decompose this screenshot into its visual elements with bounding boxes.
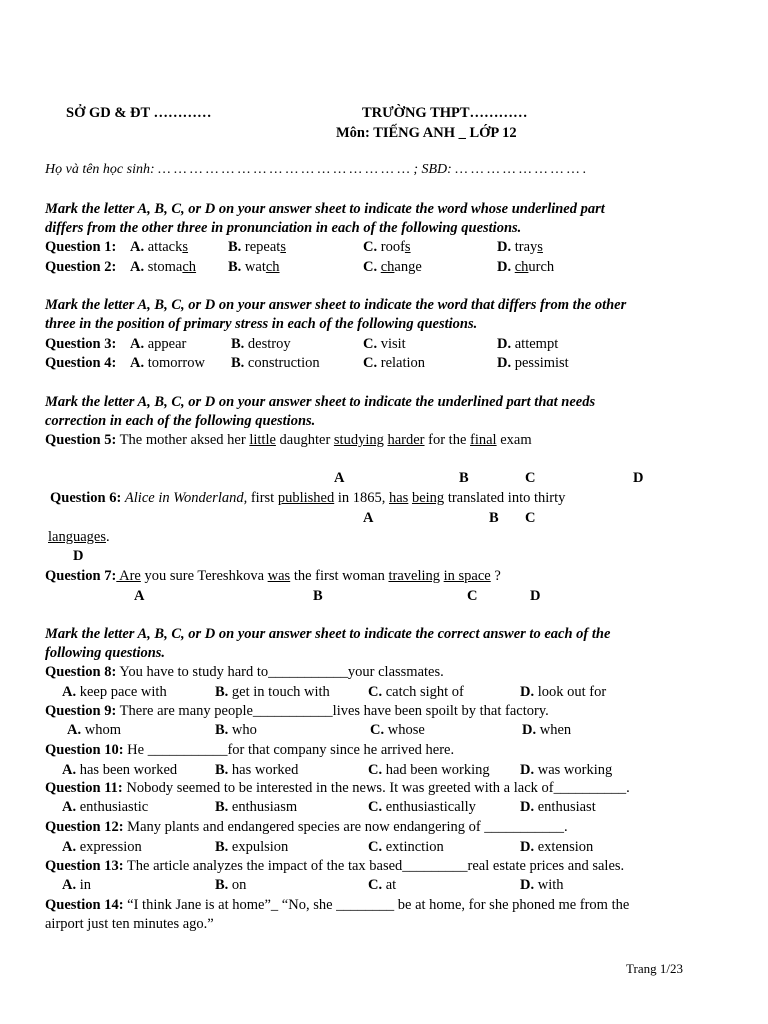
option-b[interactable]: B. get in touch with (215, 684, 330, 700)
book-title: Alice in Wonderland, (124, 490, 248, 506)
question-text: Nobody seemed to be interested in the news. It was greeted with a lack of__________. (126, 780, 630, 796)
underlined-part-a[interactable]: published (277, 490, 335, 506)
option-a[interactable]: A. in (62, 877, 92, 893)
page-number: Trang 1/23 (626, 961, 683, 976)
school-header: TRƯỜNG THPT………… (362, 105, 528, 121)
option-a[interactable]: A. expression (62, 839, 142, 855)
option-d[interactable]: D. was working (520, 762, 613, 778)
option-a[interactable]: A. appear (130, 336, 187, 352)
option-d[interactable]: D. attempt (497, 336, 559, 352)
question-label: Question 6: (50, 490, 122, 506)
option-a[interactable]: A. stomach (130, 259, 197, 275)
department-header: SỞ GD & ĐT ………… (66, 105, 212, 121)
section4-instruction-line1: Mark the letter A, B, C, or D on your answer sheet to indicate the correct answer to each of the (45, 626, 611, 642)
mark-b: B (459, 470, 469, 486)
section4-instruction-line2: following questions. (45, 645, 166, 661)
option-c[interactable]: C. extinction (368, 839, 444, 855)
option-a[interactable]: A. has been worked (62, 762, 178, 778)
underlined-part-a[interactable]: Are (116, 568, 141, 584)
underlined-part-a[interactable]: little (249, 432, 276, 448)
mark-b: B (313, 588, 323, 604)
mark-c: C (525, 470, 536, 486)
option-c[interactable]: C. relation (363, 355, 426, 371)
question-text-continued: airport just ten minutes ago.” (45, 916, 214, 932)
option-b[interactable]: B. watch (228, 259, 280, 275)
student-info-line: Họ và tên học sinh: … … … … … … … … … … … … … … … … ; SBD: … … … … … … … … . (45, 162, 587, 177)
mark-d: D (73, 548, 84, 564)
option-b[interactable]: B. who (215, 722, 257, 738)
mark-a: A (334, 470, 345, 486)
underlined-part-d[interactable]: final (470, 432, 497, 448)
option-b[interactable]: B. enthusiasm (215, 799, 298, 815)
question-text: He ___________for that company since he arrived here. (127, 742, 455, 758)
question-text: You have to study hard to___________your classmates. (119, 664, 444, 680)
underlined-part-c[interactable]: traveling (388, 568, 441, 584)
mark-c: C (525, 510, 536, 526)
option-c[interactable]: C. catch sight of (368, 684, 464, 700)
option-d[interactable]: D. look out for (520, 684, 607, 700)
question-label: Question 8: (45, 664, 117, 680)
option-c[interactable]: C. roofs (363, 239, 411, 255)
mark-d: D (633, 470, 644, 486)
option-c[interactable]: C. had been working (368, 762, 490, 778)
option-a[interactable]: A. tomorrow (130, 355, 205, 371)
option-a[interactable]: A. whom (67, 722, 121, 738)
question-label: Question 4: (45, 355, 117, 371)
underlined-part-d[interactable]: in space (443, 568, 491, 584)
question-label: Question 13: (45, 858, 124, 874)
option-d[interactable]: D. enthusiast (520, 799, 596, 815)
option-b[interactable]: B. has worked (215, 762, 299, 778)
option-d[interactable]: D. church (497, 259, 555, 275)
question-label: Question 9: (45, 703, 117, 719)
mark-b: B (489, 510, 499, 526)
section3-instruction-line1: Mark the letter A, B, C, or D on your answer sheet to indicate the underlined part that needs (45, 394, 596, 410)
mark-a: A (134, 588, 145, 604)
subject-header: Môn: TIẾNG ANH _ LỚP 12 (336, 125, 517, 141)
option-b[interactable]: B. construction (231, 355, 320, 371)
section1-instruction-line1: Mark the letter A, B, C, or D on your answer sheet to indicate the word whose underlined part (45, 201, 605, 217)
option-c[interactable]: C. enthusiastically (368, 799, 476, 815)
section1-instruction-line2: differs from the other three in pronunciation in each of the following questions. (45, 220, 522, 236)
option-b[interactable]: B. on (215, 877, 247, 893)
underlined-part-b[interactable]: studying (333, 432, 384, 448)
option-a[interactable]: A. enthusiastic (62, 799, 149, 815)
option-b[interactable]: B. destroy (231, 336, 291, 352)
option-d[interactable]: D. extension (520, 839, 594, 855)
question-label: Question 3: (45, 336, 117, 352)
mark-c: C (467, 588, 478, 604)
question-label: Question 1: (45, 239, 117, 255)
option-c[interactable]: C. whose (370, 722, 425, 738)
question-text: There are many people___________lives have been spoilt by that factory. (119, 703, 549, 719)
question-label: Question 7: (45, 568, 117, 584)
option-d[interactable]: D. with (520, 877, 564, 893)
underlined-part-b[interactable]: was (267, 568, 291, 584)
question-label: Question 11: (45, 780, 123, 796)
option-b[interactable]: B. expulsion (215, 839, 289, 855)
underlined-part-b[interactable]: has (389, 490, 409, 506)
question-label: Question 14: (45, 897, 124, 913)
question-label: Question 5: (45, 432, 117, 448)
question-text: “I think Jane is at home”_ “No, she ________ be at home, for she phoned me from the (127, 897, 630, 913)
option-d[interactable]: D. when (522, 722, 572, 738)
question-text: The article analyzes the impact of the tax based_________real estate prices and sales. (126, 858, 625, 874)
option-c[interactable]: C. at (368, 877, 397, 893)
question-label: Question 10: (45, 742, 124, 758)
underlined-part-d[interactable]: languages (48, 529, 106, 545)
mark-a: A (363, 510, 374, 526)
question-label: Question 12: (45, 819, 124, 835)
option-d[interactable]: D. pessimist (497, 355, 569, 371)
section3-instruction-line2: correction in each of the following questions. (45, 413, 316, 429)
section2-instruction-line2: three in the position of primary stress in each of the following questions. (45, 316, 478, 332)
section2-instruction-line1: Mark the letter A, B, C, or D on your answer sheet to indicate the word that differs from the other (45, 297, 627, 313)
option-d[interactable]: D. trays (497, 239, 543, 255)
option-c[interactable]: C. change (363, 259, 422, 275)
option-a[interactable]: A. keep pace with (62, 684, 167, 700)
option-a[interactable]: A. attacks (130, 239, 189, 255)
mark-d: D (530, 588, 541, 604)
question-text: Many plants and endangered species are now endangering of ___________. (127, 819, 568, 835)
underlined-part-c[interactable]: harder (387, 432, 425, 448)
option-c[interactable]: C. visit (363, 336, 406, 352)
option-b[interactable]: B. repeats (228, 239, 286, 255)
question-label: Question 2: (45, 259, 117, 275)
underlined-part-c[interactable]: being (411, 490, 445, 506)
